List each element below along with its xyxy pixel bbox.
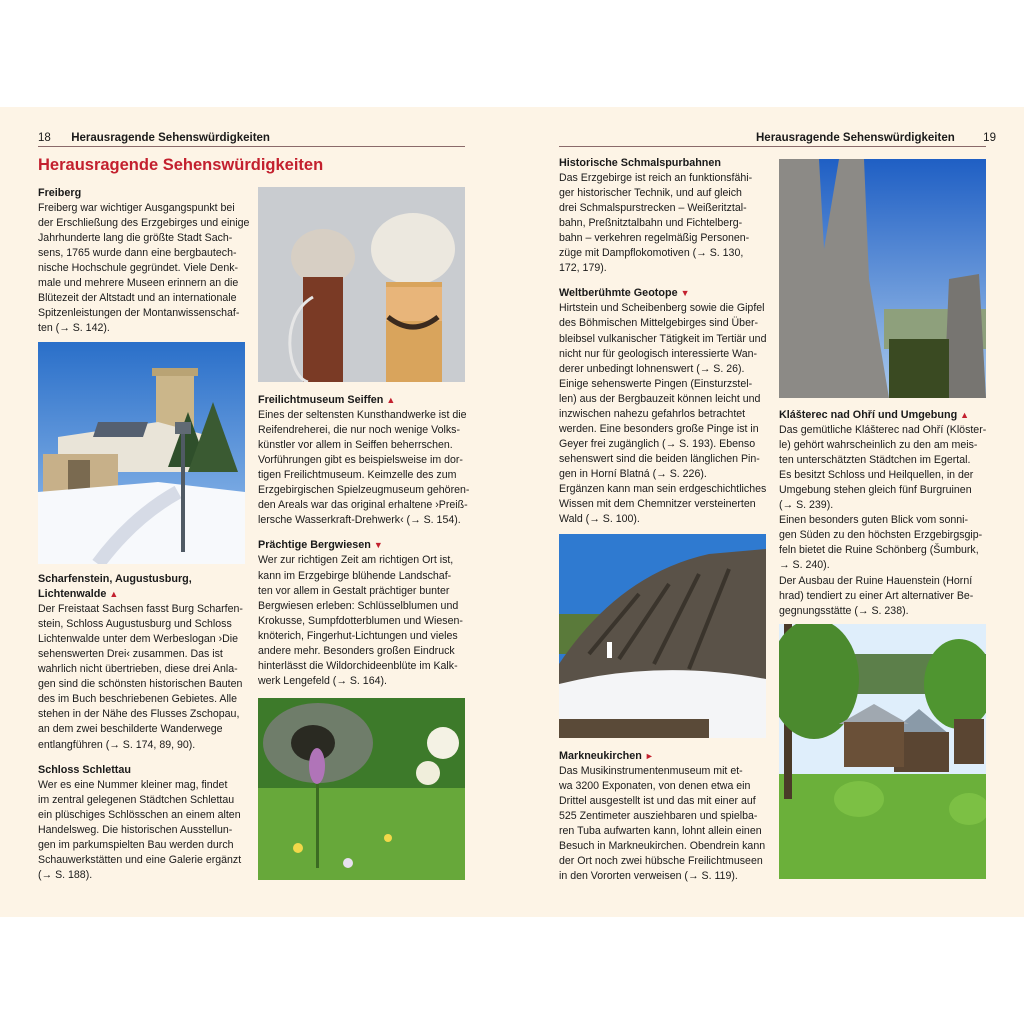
triangle-right-icon: ► <box>644 751 654 761</box>
text-line: Reifendreherei, die nur noch wenige Volks- <box>258 424 460 437</box>
section-body <box>258 553 466 688</box>
text-line: Hirtstein und Scheibenberg sowie die Gipfel <box>559 302 765 315</box>
text-line: Drittel ausgestellt ist und das mit einer auf <box>559 795 756 808</box>
text-line: Blütezeit der Altstadt und an internationale <box>38 292 237 305</box>
text-line: nische Hochschule gegründet. Viele Denk- <box>38 262 239 275</box>
section-body <box>38 778 246 883</box>
text-line: 525 Zentimeter ausziehbaren und spielba- <box>559 810 758 823</box>
text-line: Das Erzgebirge ist reich an funktionsfähi- <box>559 172 753 185</box>
text-line: Wer es eine Nummer kleiner mag, findet <box>38 778 228 791</box>
triangle-down-icon: ▼ <box>373 540 383 551</box>
text-line: züge mit Dampflokomotiven (→ S. 130, <box>559 247 744 260</box>
text-line: bleibsel vulkanischer Tätigkeit im Tertiär und <box>559 332 767 345</box>
text-line: feln bietet die Ruine Schönberg (Šumburk, <box>779 544 979 557</box>
text-line: Eines der seltensten Kunsthandwerke ist die <box>258 409 467 422</box>
section-schlettau <box>38 763 246 883</box>
text-line: der Ort noch zwei hübsche Freilichtmuseen <box>559 855 763 868</box>
text-line: Es besitzt Schloss und Heilquellen, in der <box>779 469 974 482</box>
text-line: le) gehört wahrscheinlich zu den am meis- <box>779 439 978 452</box>
section-scharfenstein <box>38 572 246 883</box>
text-line: Einige sehenswerte Pingen (Einsturzstel- <box>559 377 753 390</box>
section-body <box>559 301 767 527</box>
text-line: entlangführen (→ S. 174, 89, 90). <box>38 738 196 751</box>
text-line: (→ S. 239). <box>779 499 834 512</box>
photo-castle-ruins <box>779 159 986 398</box>
text-line: knöterich, Fingerhut-Lichtungen und vieles <box>258 629 458 642</box>
text-line: kann im Erzgebirge blühende Landschaf- <box>258 569 452 582</box>
text-line: an dem zwei beschilderte Wanderwege <box>38 723 223 736</box>
running-head-title: Herausragende Sehenswürdigkeiten <box>71 132 270 144</box>
section-heading: Historische Schmalspurbahnen <box>559 157 721 169</box>
text-line: im zentral gelegenen Städtchen Schlettau <box>38 793 235 806</box>
text-line: gen in Horní Blatná (→ S. 226). <box>559 467 707 480</box>
text-line: hinterlässt die Wildorchideenblüte im Kalk- <box>258 659 458 672</box>
text-line: des Böhmischen Mittelgebirges sind Über- <box>559 317 759 330</box>
text-line: bahn, Preßnitztalbahn und Fichtelberg- <box>559 217 743 230</box>
text-line: nicht nur für geologisch interessierte Wan- <box>559 347 758 360</box>
photo-timber-houses <box>779 624 986 879</box>
text-line: Krokusse, Sumpfdotterblumen und Wiesen- <box>258 614 463 627</box>
section-heading: Weltberühmte Geotope ▼ <box>559 287 690 300</box>
text-line: der Erschließung des Erzgebirges und einige <box>38 217 250 230</box>
section-body <box>559 171 767 276</box>
text-line: stehen in der Nähe des Flusses Zschopau, <box>38 708 240 721</box>
text-line: hrad) tendiert zu einer Art alternativer Be- <box>779 589 974 602</box>
section-seiffen <box>258 393 470 689</box>
section-heading: Schloss Schlettau <box>38 763 132 776</box>
text-line: gegnungsstätte (→ S. 238). <box>779 604 909 617</box>
section-heading: Klášterec nad Ohří und Umgebung ▲ <box>779 409 970 421</box>
triangle-up-icon: ▲ <box>109 589 119 600</box>
triangle-down-icon: ▼ <box>680 288 690 299</box>
section-freiberg <box>38 186 250 336</box>
text-line: in den Vororten verweisen (→ S. 119). <box>559 870 738 883</box>
text-line: wahrlich nicht übertrieben, diese drei Anla- <box>38 663 238 676</box>
text-line: ger historischer Technik, und auf gleich <box>559 187 742 200</box>
text-line: ten unterschätzten Städtchen im Egertal. <box>779 454 971 467</box>
text-line: Erzgebirgischen Spielzeugmuseum gehören- <box>258 484 470 497</box>
section-markneukirchen <box>559 749 767 884</box>
text-line: werk Lengefeld (→ S. 164). <box>258 674 387 687</box>
section-geotope <box>559 286 767 527</box>
text-line: 172, 179). <box>559 262 607 275</box>
left-page <box>0 107 500 917</box>
text-line: Besuch in Markneukirchen. Obendrein kann <box>559 840 766 853</box>
section-body <box>559 764 767 884</box>
text-line: gen sind die schönsten historischen Bauten <box>38 678 243 691</box>
text-line: werden. Eine besonders große Pinge ist in <box>559 422 759 435</box>
text-line: gen im parkumspielten Bau werden durch <box>38 838 234 851</box>
text-line: sens, 1765 wurde dann eine bergbautech- <box>38 247 237 260</box>
page-number: 19 <box>983 132 996 144</box>
text-line: Der Freistaat Sachsen fasst Burg Scharfen- <box>38 603 243 616</box>
text-line: bahn – verkehren regelmäßig Personen- <box>559 232 750 245</box>
text-line: Wissen mit dem Chemnitzer versteinerten <box>559 498 756 511</box>
section-heading: Freiberg <box>38 187 82 199</box>
text-line: Einen besonders guten Blick vom sonni- <box>779 514 969 527</box>
section-heading: Markneukirchen ► <box>559 750 654 762</box>
text-line: Bergwiesen erleben: Schlüsselblumen und <box>258 599 459 612</box>
text-line: Spitzenleistungen der Montanwissenschaf- <box>38 307 240 320</box>
text-line: derer unbedingt lohnenswert (→ S. 26). <box>559 362 745 375</box>
section-body <box>258 408 470 528</box>
text-line: Vorführungen gibt es beispielsweise im dor- <box>258 454 463 467</box>
text-line: wa 3200 Exponaten, von denen etwa ein <box>559 780 751 793</box>
text-line: tigen Freilichtmuseum. Keimzelle des zum <box>258 469 457 482</box>
running-head-title: Herausragende Sehenswürdigkeiten <box>756 132 955 144</box>
text-line: Umgebung stehen gleich fünf Burgruinen <box>779 484 972 497</box>
text-line: Wer zur richtigen Zeit am richtigen Ort ist, <box>258 554 454 567</box>
text-line: drei Schmalspurstrecken – Weißeritztal- <box>559 202 747 215</box>
text-line: (→ S. 188). <box>38 868 93 881</box>
book-spread <box>0 107 1024 917</box>
text-line: sehenswerten Drei‹ zusammen. Das ist <box>38 648 223 661</box>
text-line: Der Ausbau der Ruine Hauenstein (Horní <box>779 574 973 587</box>
section-body <box>779 423 987 619</box>
photo-wooden-figures <box>258 187 465 382</box>
text-line: den Areals war das original erhaltene ›Preiß- <box>258 499 468 512</box>
text-line: Wald (→ S. 100). <box>559 513 640 526</box>
text-line: sehenswert sind die beiden länglichen Pin- <box>559 452 760 465</box>
text-line: Das Musikinstrumentenmuseum mit et- <box>559 765 743 778</box>
header-rule <box>38 146 465 147</box>
text-line: ren Tuba aufwarten kann, lohnt allein einen <box>559 825 762 838</box>
text-line: Lichtenwalde unter dem Werbeslogan ›Die <box>38 633 239 646</box>
text-line: inzwischen nahezu gefahrlos betrachtet <box>559 407 746 420</box>
section-schmalspur <box>559 156 767 527</box>
text-line: Handelsweg. Die historischen Ausstellun- <box>38 823 233 836</box>
triangle-up-icon: ▲ <box>386 395 396 405</box>
page-number: 18 <box>38 132 51 144</box>
text-line: des im Buch beschriebenen Gebietes. Alle <box>38 693 238 706</box>
section-klasterec <box>779 408 987 619</box>
section-heading: Freilichtmuseum Seiffen ▲ <box>258 394 396 406</box>
text-line: Geyer frei zugänglich (→ S. 193). Ebenso <box>559 437 756 450</box>
text-line: Jahrhunderte lang die größte Stadt Sach- <box>38 232 233 245</box>
running-head-left <box>38 132 270 144</box>
text-line: len) aus der Bergbauzeit können leicht und <box>559 392 761 405</box>
section-heading: Scharfenstein, Augustusburg, Lichtenwalde ▲ <box>38 573 192 601</box>
text-line: → S. 240). <box>779 559 830 572</box>
text-line: Ergänzen kann man sein erdgeschichtliches <box>559 482 767 495</box>
section-body <box>38 201 250 336</box>
section-bergwiesen <box>258 538 466 688</box>
text-line: male und mehrere Museen erinnern an die <box>38 277 239 290</box>
text-line: ten (→ S. 142). <box>38 322 110 335</box>
text-line: lersche Wasserkraft-Drehwerk‹ (→ S. 154). <box>258 514 461 527</box>
text-line: gen Süden zu den höchsten Erzgebirgsgip- <box>779 529 983 542</box>
photo-meadow-orchids <box>258 698 465 880</box>
text-line: Schauwerkstätten und eine Galerie ergänzt <box>38 853 242 866</box>
text-line: ein plüschiges Schlösschen an einem alten <box>38 808 241 821</box>
text-line: Das gemütliche Klášterec nad Ohří (Klöster- <box>779 424 987 437</box>
section-body <box>38 602 246 752</box>
photo-basalt-columns <box>559 534 766 738</box>
text-line: andere mehr. Besonders großen Eindruck <box>258 644 455 657</box>
triangle-up-icon: ▲ <box>960 410 970 420</box>
header-rule <box>559 146 986 147</box>
text-line: Freiberg war wichtiger Ausgangspunkt bei <box>38 202 235 215</box>
running-head-right <box>756 132 996 144</box>
text-line: künstler vor allem in Seiffen beherrschen. <box>258 439 453 452</box>
right-page <box>524 107 1024 917</box>
section-heading: Prächtige Bergwiesen ▼ <box>258 539 383 552</box>
chapter-title: Herausragende Sehenswürdigkeiten <box>38 156 324 174</box>
text-line: ten vor allem in Gestalt prächtiger bunter <box>258 584 450 597</box>
photo-castle-snow <box>38 342 245 564</box>
text-line: stein, Schloss Augustusburg und Schloss <box>38 618 232 631</box>
